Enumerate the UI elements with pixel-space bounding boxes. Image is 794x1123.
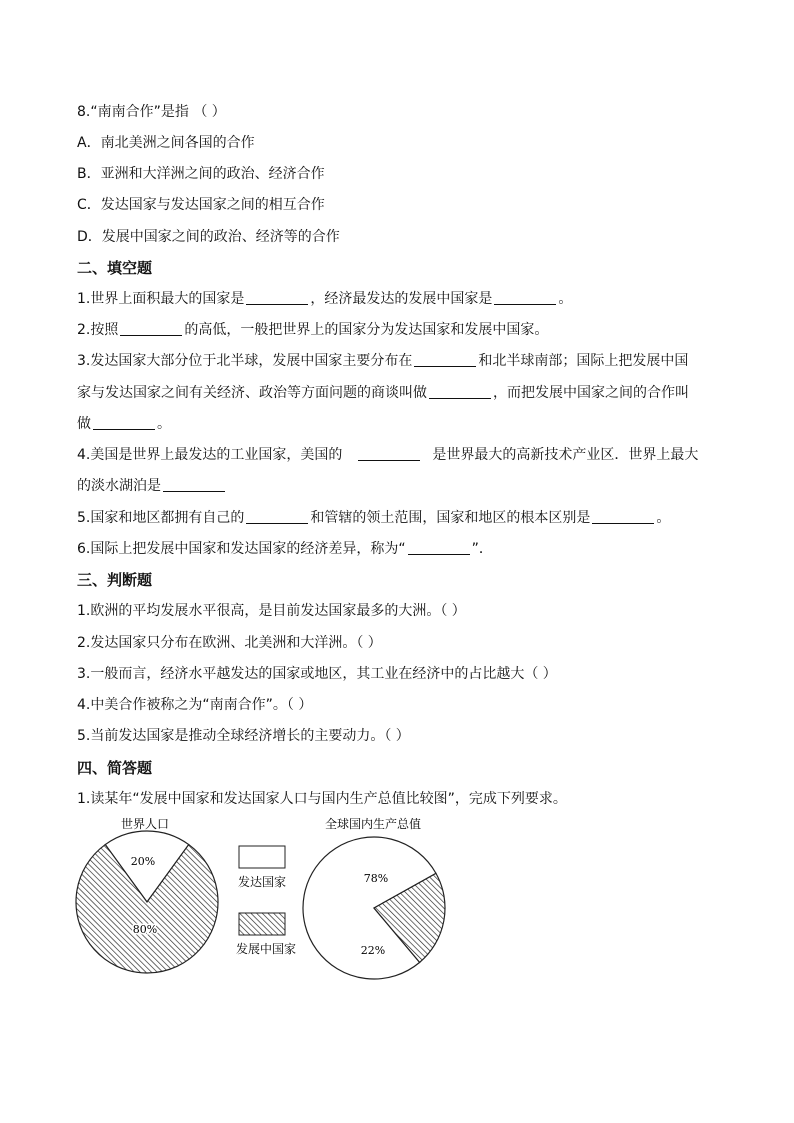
legend-label-developed: 发达国家 [237,875,287,889]
pie2-title: 全球国内生产总值 [324,817,422,831]
judge-q5: 5.当前发达国家是推动全球经济增长的主要动力。（ ） [77,728,410,744]
blank[interactable] [163,477,225,492]
blank[interactable] [246,509,308,524]
judge-heading: 三、判断题 [77,571,153,589]
blank[interactable] [414,352,476,367]
pie1-label-developing: 80% [132,923,158,936]
q8-option-c: C．发达国家与发达国家之间的相互合作 [77,197,325,213]
short-q1: 1.读某年“发展中国家和发达国家人口与国内生产总值比较图”，完成下列要求。 [77,791,567,807]
judge-q2: 2.发达国家只分布在欧洲、北美洲和大洋洲。（ ） [77,635,382,651]
pie1-title: 世界人口 [120,817,170,831]
judge-q3: 3.一般而言，经济水平越发达的国家或地区，其工业在经济中的占比越大（ ） [77,666,557,682]
judge-q1: 1.欧洲的平均发展水平很高，是目前发达国家最多的大洲。（ ） [77,603,466,619]
fill-q2: 2.按照 的高低，一般把世界上的国家分为发达国家和发展中国家。 [77,322,549,338]
blank[interactable] [246,290,308,305]
fill-q3-line3: 做 。 [77,416,171,432]
legend-swatch-developing [239,913,285,935]
fill-q3-line1: 3.发达国家大部分位于北半球，发展中国家主要分布在 和北半球南部；国际上把发展中国 [77,353,689,369]
blank[interactable] [358,446,420,461]
pie-world-population [76,831,218,973]
blank[interactable] [592,509,654,524]
fill-q5: 5.国家和地区都拥有自己的 和管辖的领土范围，国家和地区的根本区别是 。 [77,510,671,526]
short-heading: 四、简答题 [77,759,153,777]
blank[interactable] [120,321,182,336]
q8-stem: 8.“南南合作”是指 （ ） [77,104,226,120]
legend-label-developing: 发展中国家 [235,942,297,956]
fill-heading: 二、填空题 [77,259,153,277]
fill-q6: 6.国际上把发展中国家和发达国家的经济差异，称为“ ”． [77,541,493,557]
pie1-label-developed: 20% [130,855,156,868]
pie-global-gdp [303,837,445,979]
q8-option-a: A．南北美洲之间各国的合作 [77,135,255,151]
blank[interactable] [429,384,491,399]
fill-q4-line1: 4.美国是世界上最发达的工业国家，美国的 是世界最大的高新技术产业区．世界上最大 [77,447,699,463]
q8-option-d: D．发展中国家之间的政治、经济等的合作 [77,229,340,245]
judge-q4: 4.中美合作被称之为“南南合作”。（ ） [77,697,313,713]
pie2-label-developed: 78% [363,872,389,885]
fill-q3-line2: 家与发达国家之间有关经济、政治等方面问题的商谈叫做 ，而把发展中国家之间的合作叫 [77,385,689,401]
pie-charts-figure [70,812,460,982]
blank[interactable] [93,415,155,430]
blank[interactable] [408,540,470,555]
q8-option-b: B．亚洲和大洋洲之间的政治、经济合作 [77,166,325,182]
fill-q1: 1.世界上面积最大的国家是 ，经济最发达的发展中国家是 。 [77,291,573,307]
blank[interactable] [494,290,556,305]
fill-q4-line2: 的淡水湖泊是 [77,476,227,496]
legend-swatch-developed [239,846,285,868]
pie2-label-developing: 22% [360,944,386,957]
